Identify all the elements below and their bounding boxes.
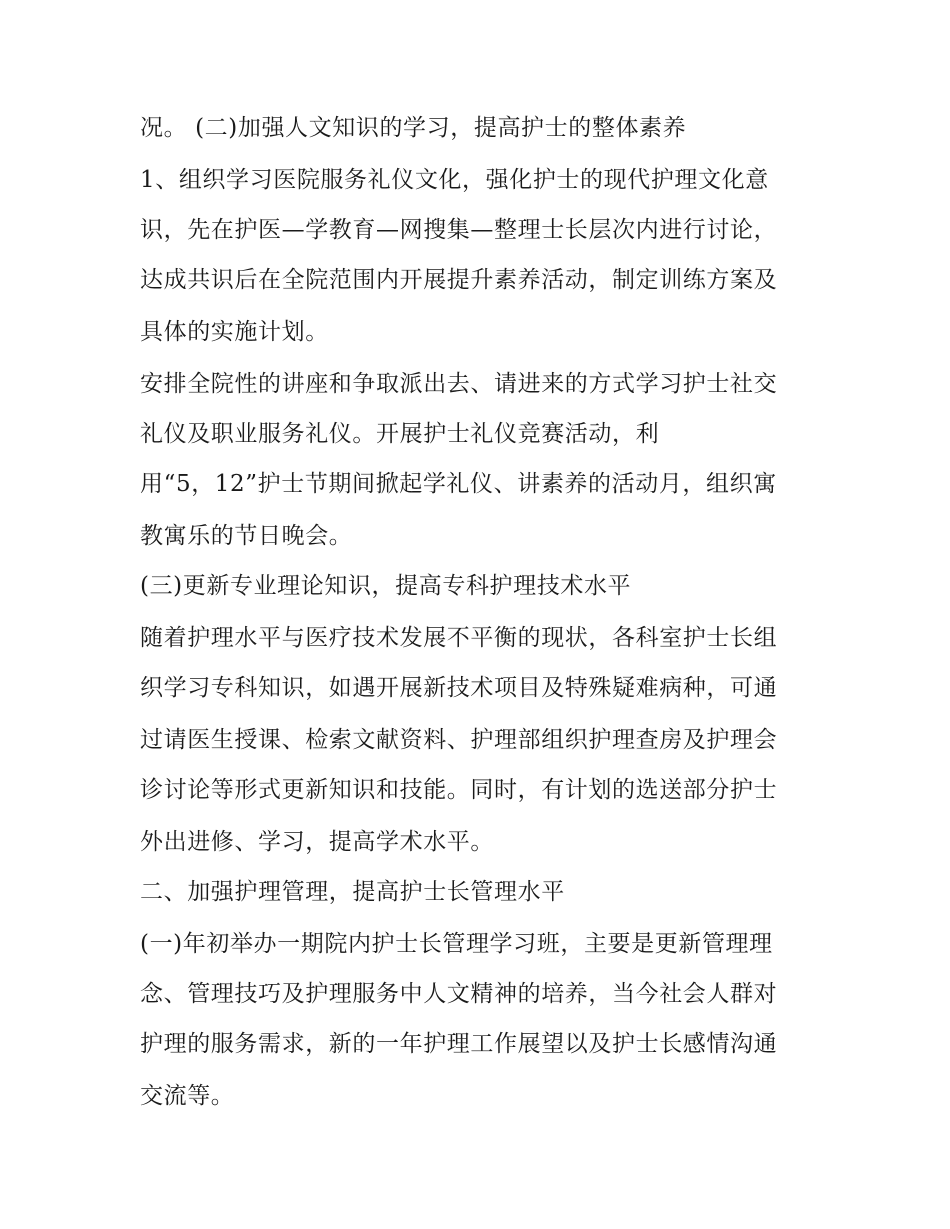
text-line-7: 礼仪及职业服务礼仪。开展护士礼仪竞赛活动，利 — [140, 421, 660, 447]
text-line-17: (一)年初举办一期院内护士长管理学习班，主要是更新管理理 — [140, 931, 773, 957]
text-line-12: 织学习专科知识，如遇开展新技术项目及特殊疑难病种，可通 — [140, 675, 778, 701]
text-line-13: 过请医生授课、检索文献资料、护理部组织护理查房及护理会 — [140, 727, 778, 753]
text-line-8: 用“5，12”护士节期间掀起学礼仪、讲素养的活动月，组织寓 — [140, 471, 777, 497]
text-line-16: 二、加强护理管理，提高护士长管理水平 — [140, 879, 565, 905]
text-line-20: 交流等。 — [140, 1083, 235, 1109]
text-line-9: 教寓乐的节日晚会。 — [140, 523, 353, 549]
text-line-19: 护理的服务需求，新的一年护理工作展望以及护士长感情沟通 — [140, 1031, 778, 1057]
text-line-2: 1、组织学习医院服务礼仪文化，强化护士的现代护理文化意 — [140, 167, 769, 193]
text-line-10: (三)更新专业理论知识，提高专科护理技术水平 — [140, 573, 632, 599]
text-line-1: 况。 (二)加强人文知识的学习，提高护士的整体素养 — [140, 115, 687, 141]
text-line-15: 外出进修、学习，提高学术水平。 — [140, 829, 494, 855]
text-line-18: 念、管理技巧及护理服务中人文精神的培养，当今社会人群对 — [140, 981, 778, 1007]
text-line-14: 诊讨论等形式更新知识和技能。同时，有计划的选送部分护士 — [140, 777, 778, 803]
text-line-4: 达成共识后在全院范围内开展提升素养活动，制定训练方案及 — [140, 267, 778, 293]
text-line-6: 安排全院性的讲座和争取派出去、请进来的方式学习护士社交 — [140, 371, 778, 397]
text-line-11: 随着护理水平与医疗技术发展不平衡的现状，各科室护士长组 — [140, 625, 778, 651]
text-line-5: 具体的实施计划。 — [140, 319, 329, 345]
text-line-3: 识，先在护医—学教育—网搜集—整理士长层次内进行讨论， — [140, 217, 778, 243]
